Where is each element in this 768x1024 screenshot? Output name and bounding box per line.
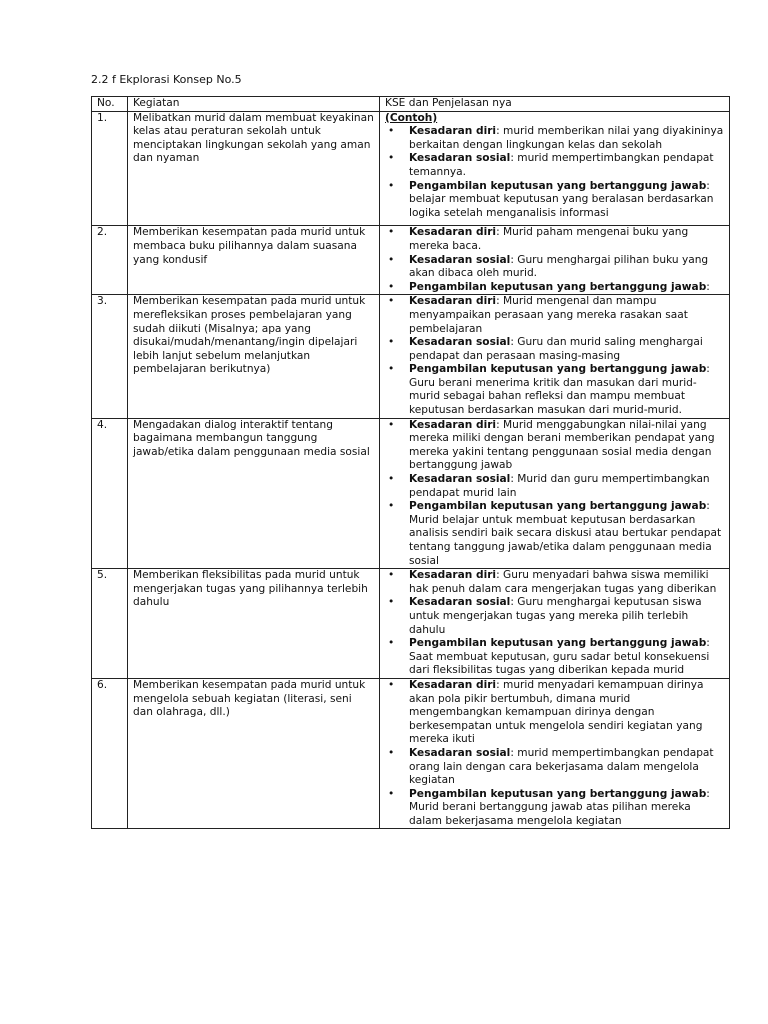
item-label: Kesadaran sosial <box>409 336 511 349</box>
item-text: : murid mempertimbangkan pendapat temannya. <box>409 152 714 178</box>
document-title: 2.2 f Ekplorasi Konsep No.5 <box>91 73 242 86</box>
bullet-icon: • <box>388 125 395 138</box>
kse-cell <box>380 678 730 829</box>
row-number: 3. <box>92 295 128 418</box>
list-item <box>388 500 724 568</box>
kse-list <box>385 125 724 220</box>
bullet-icon: • <box>388 787 395 800</box>
list-item <box>388 295 724 336</box>
bullet-icon: • <box>388 569 395 582</box>
item-label: Pengambilan keputusan yang bertanggung jawab <box>409 179 707 192</box>
list-item <box>388 787 724 829</box>
bullet-icon: • <box>388 295 395 308</box>
list-item <box>388 678 724 747</box>
row-number: 4. <box>92 418 128 569</box>
table-header-row <box>92 97 730 112</box>
item-text: : Saat membuat keputusan, guru sadar betul konsekuensi dari fleksibilitas tugas yang diberikan kepada murid <box>409 637 710 677</box>
item-text: : murid menyadari kemampuan dirinya akan pola pikir bertumbuh, dimana murid mengembangkan kemampuan dirinya dengan berkesempatan untuk mengelola sendiri kegiatan yang mereka ikuti <box>409 678 704 746</box>
item-text: : Murid paham mengenai buku yang mereka baca. <box>409 226 689 252</box>
kse-list <box>385 226 724 294</box>
item-label: Kesadaran diri <box>409 569 497 582</box>
kegiatan-cell: Melibatkan murid dalam membuat keyakinan kelas atau peraturan sekolah untuk menciptakan lingkungan sekolah yang aman dan nyaman <box>128 111 380 226</box>
list-item <box>388 473 724 500</box>
bullet-icon: • <box>388 473 395 486</box>
table-row <box>92 226 730 295</box>
kegiatan-cell: Memberikan kesempatan pada murid untuk mengelola sebuah kegiatan (literasi, seni dan olahraga, dll.) <box>128 678 380 829</box>
list-item <box>388 637 724 678</box>
item-label: Pengambilan keputusan yang bertanggung jawab <box>409 363 707 376</box>
bullet-icon: • <box>388 336 395 349</box>
header-kegiatan: Kegiatan <box>128 97 380 112</box>
bullet-icon: • <box>388 678 395 691</box>
bullet-icon: • <box>388 179 395 192</box>
list-item <box>388 125 724 152</box>
item-text: : belajar membuat keputusan yang beralasan berdasarkan logika setelah menganalisis informasi <box>409 179 714 219</box>
kse-cell <box>380 418 730 569</box>
bullet-icon: • <box>388 596 395 609</box>
list-item <box>388 596 724 637</box>
item-label: Kesadaran diri <box>409 226 497 239</box>
item-text: : Murid dan guru mempertimbangkan pendapat murid lain <box>409 473 710 499</box>
item-label: Kesadaran diri <box>409 678 497 691</box>
item-text: : Guru menyadari bahwa siswa memiliki hak penuh dalam cara mengerjakan tugas yang diberikan <box>409 569 717 595</box>
item-text: : Murid menggabungkan nilai-nilai yang mereka miliki dengan berani memberikan pendapat yang mereka yakini tentang penggunaan sosial media dengan bertanggung jawab <box>409 418 715 472</box>
list-item <box>388 569 724 596</box>
item-text: : <box>706 280 710 293</box>
bullet-icon: • <box>388 280 395 293</box>
list-item <box>388 746 724 788</box>
item-label: Pengambilan keputusan yang bertanggung jawab <box>409 787 707 800</box>
kse-cell <box>380 111 730 226</box>
item-label: Kesadaran sosial <box>409 596 511 609</box>
bullet-icon: • <box>388 253 395 266</box>
list-item <box>388 280 724 295</box>
bullet-icon: • <box>388 418 395 431</box>
bullet-icon: • <box>388 500 395 513</box>
item-label: Pengambilan keputusan yang bertanggung jawab <box>409 637 707 650</box>
table-row <box>92 295 730 418</box>
item-label: Kesadaran sosial <box>409 473 511 486</box>
item-text: : Guru menghargai keputusan siswa untuk mengerjakan tugas yang mereka pilih terlebih dahulu <box>409 596 702 636</box>
kegiatan-cell: Memberikan fleksibilitas pada murid untuk mengerjakan tugas yang pilihannya terlebih dahulu <box>128 569 380 679</box>
list-item <box>388 179 724 221</box>
item-label: Kesadaran diri <box>409 125 497 138</box>
row-number: 1. <box>92 111 128 226</box>
list-item <box>388 418 724 473</box>
list-item <box>388 363 724 417</box>
kse-list <box>385 679 724 829</box>
item-text: : Guru berani menerima kritik dan masukan dari murid-murid sebagai bahan refleksi dan mampu membuat keputusan berdasarkan masukan dari murid-murid. <box>409 363 710 417</box>
kse-cell <box>380 226 730 295</box>
item-label: Kesadaran sosial <box>409 152 511 165</box>
item-label: Kesadaran diri <box>409 295 497 308</box>
item-text: : Guru menghargai pilihan buku yang akan dibaca oleh murid. <box>409 253 709 280</box>
item-text: : Murid belajar untuk membuat keputusan berdasarkan analisis sendiri baik secara diskusi atau bertukar pendapat tentang tanggung jawab/etika dalam penggunaan media sosial <box>409 500 722 567</box>
item-text: : Murid mengenal dan mampu menyampaikan perasaan yang mereka rasakan saat pembelajaran <box>409 295 688 335</box>
list-item <box>388 152 724 179</box>
item-text: : murid mempertimbangkan pendapat orang lain dengan cara bekerjasama dalam mengelola kegiatan <box>409 746 714 787</box>
kegiatan-cell: Memberikan kesempatan pada murid untuk membaca buku pilihannya dalam suasana yang kondusif <box>128 226 380 295</box>
item-label: Pengambilan keputusan yang bertanggung jawab <box>409 500 707 513</box>
item-text: : Murid berani bertanggung jawab atas pilihan mereka dalam bekerjasama mengelola kegiatan <box>409 787 710 827</box>
header-kse: KSE dan Penjelasan nya <box>380 97 730 112</box>
row-number: 5. <box>92 569 128 679</box>
list-item <box>388 226 724 253</box>
list-item <box>388 253 724 281</box>
list-item <box>388 336 724 363</box>
row-number: 6. <box>92 678 128 829</box>
kegiatan-cell: Memberikan kesempatan pada murid untuk merefleksikan proses pembelajaran yang sudah diikuti (Misalnya; apa yang disukai/mudah/menantang/ingin dipelajari lebih lanjut sebelum melanjutkan pembelajaran berikutnya) <box>128 295 380 418</box>
table-row <box>92 111 730 226</box>
kse-cell <box>380 295 730 418</box>
kse-table <box>91 96 730 829</box>
table-row <box>92 678 730 829</box>
bullet-icon: • <box>388 637 395 650</box>
kse-list <box>385 569 724 678</box>
item-label: Pengambilan keputusan yang bertanggung jawab <box>409 280 707 293</box>
bullet-icon: • <box>388 746 395 759</box>
item-label: Kesadaran sosial <box>409 253 511 266</box>
table-row <box>92 418 730 569</box>
header-no: No. <box>92 97 128 112</box>
bullet-icon: • <box>388 363 395 376</box>
table-row <box>92 569 730 679</box>
item-text: : Guru dan murid saling menghargai pendapat dan perasaan masing-masing <box>409 336 703 362</box>
row-number: 2. <box>92 226 128 295</box>
bullet-icon: • <box>388 226 395 239</box>
item-text: : murid memberikan nilai yang diyakininya berkaitan dengan lingkungan kelas dan sekolah <box>409 125 724 151</box>
contoh-note: (Contoh) <box>385 111 438 124</box>
bullet-icon: • <box>388 152 395 165</box>
kse-list <box>385 295 724 417</box>
kse-list <box>385 419 724 569</box>
item-label: Kesadaran diri <box>409 418 497 431</box>
kegiatan-cell: Mengadakan dialog interaktif tentang bagaimana membangun tanggung jawab/etika dalam penggunaan media sosial <box>128 418 380 569</box>
kse-cell <box>380 569 730 679</box>
item-label: Kesadaran sosial <box>409 746 511 759</box>
